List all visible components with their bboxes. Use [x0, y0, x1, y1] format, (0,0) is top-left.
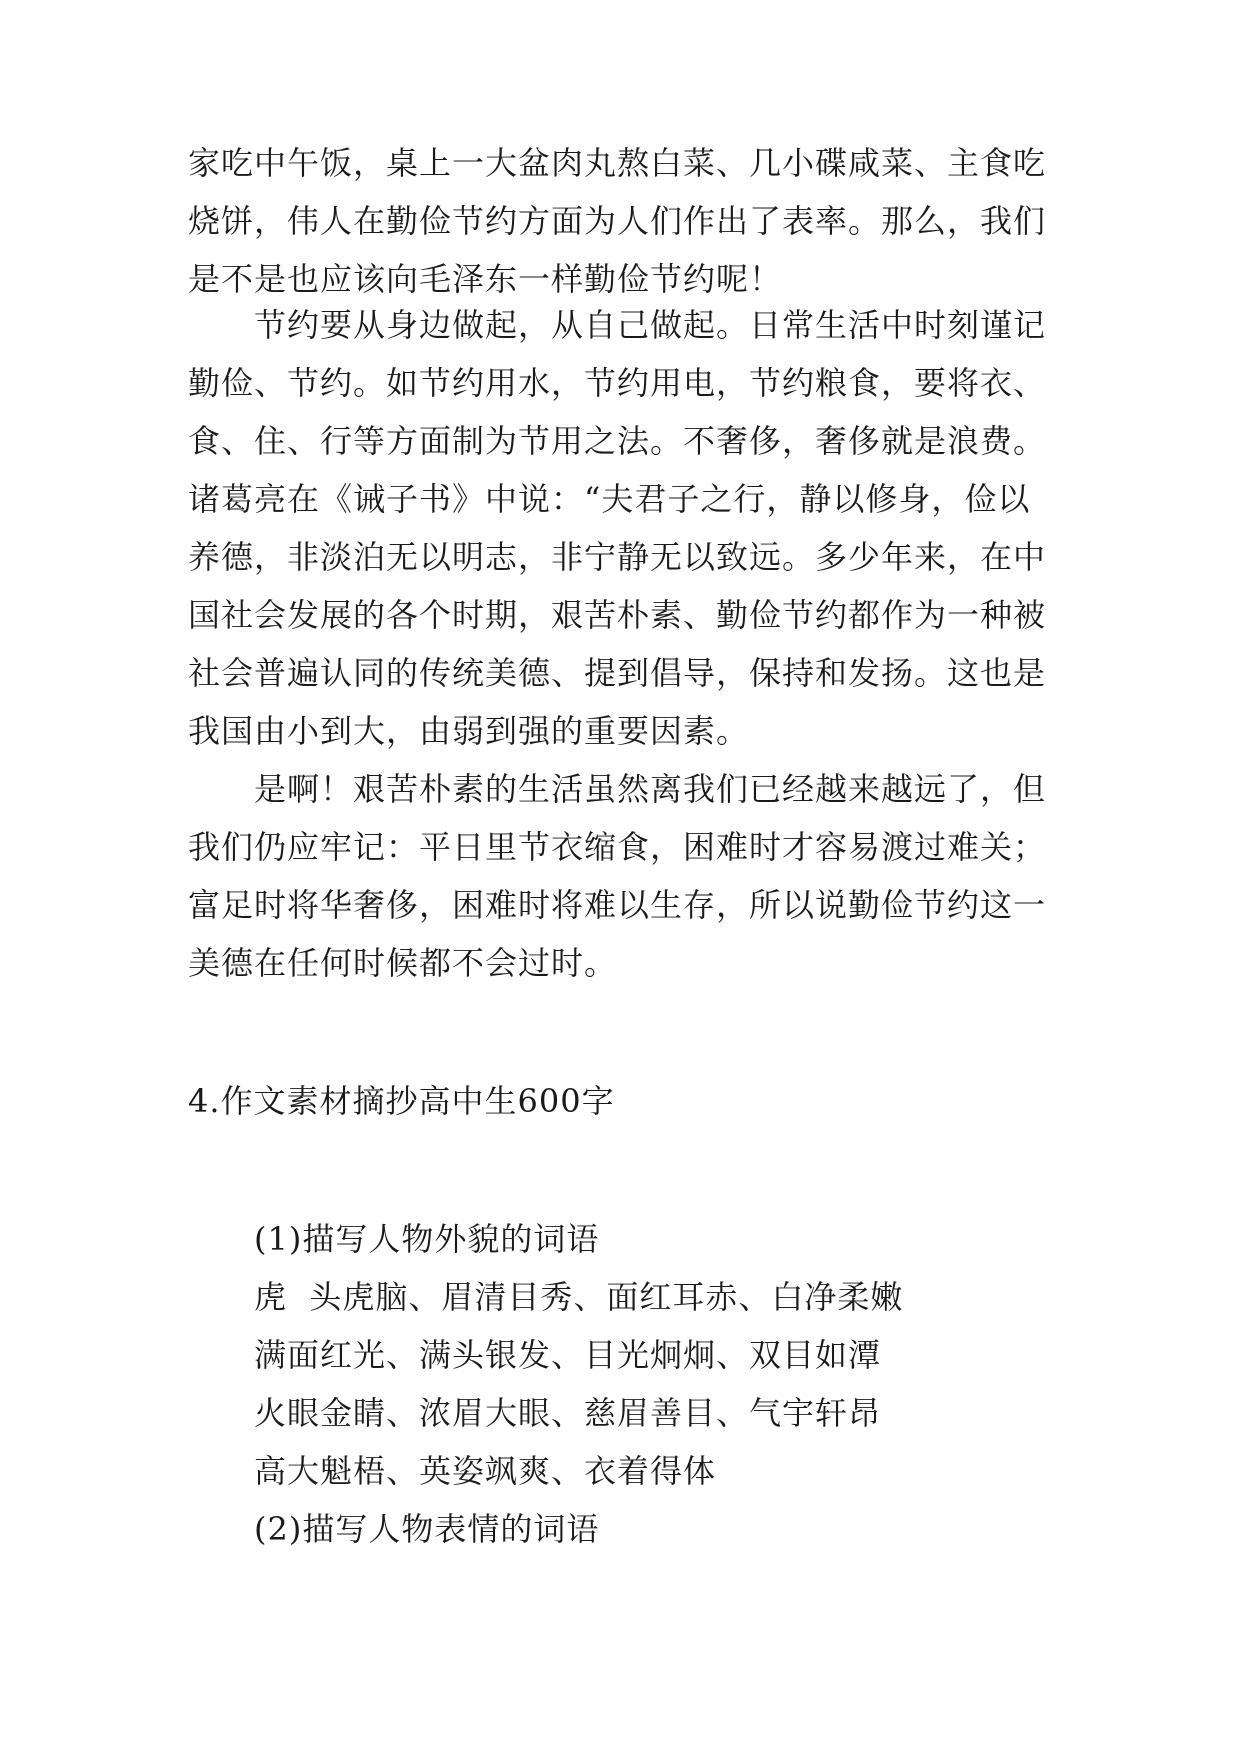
text-line: 烧饼，伟人在勤俭节约方面为人们作出了表率。那么，我们 — [188, 202, 1047, 240]
vocab-line: 虎 头虎脑、眉清目秀、面红耳赤、白净柔嫩 — [254, 1278, 904, 1316]
text-line: 食、住、行等方面制为节用之法。不奢侈，奢侈就是浪费。 — [188, 422, 1047, 460]
text-line: 诸葛亮在《诫子书》中说：“夫君子之行，静以修身，俭以 — [188, 480, 1031, 518]
vocab-line: 火眼金睛、浓眉大眼、慈眉善目、气宇轩昂 — [254, 1394, 882, 1432]
vocab-subheading: (2)描写人物表情的词语 — [254, 1510, 600, 1548]
vocab-subheading: (1)描写人物外貌的词语 — [254, 1220, 600, 1258]
text-line: 是不是也应该向毛泽东一样勤俭节约呢！ — [188, 260, 783, 298]
text-line: 节约要从身边做起，从自己做起。日常生活中时刻谨记 — [254, 306, 1047, 344]
text-line: 我们仍应牢记：平日里节衣缩食，困难时才容易渡过难关； — [188, 828, 1047, 866]
vocab-line: 高大魁梧、英姿飒爽、衣着得体 — [254, 1452, 717, 1490]
text-line: 美德在任何时候都不会过时。 — [188, 944, 618, 982]
vocab-line: 满面红光、满头银发、目光炯炯、双目如潭 — [254, 1336, 882, 1374]
text-line: 国社会发展的各个时期，艰苦朴素、勤俭节约都作为一种被 — [188, 596, 1047, 634]
text-line: 富足时将华奢侈，困难时将难以生存，所以说勤俭节约这一 — [188, 886, 1047, 924]
text-line: 勤俭、节约。如节约用水，节约用电，节约粮食，要将衣、 — [188, 364, 1047, 402]
text-line: 是啊！艰苦朴素的生活虽然离我们已经越来越远了，但 — [254, 770, 1047, 808]
section-title: 4.作文素材摘抄高中生600字 — [188, 1082, 615, 1120]
vocab-list — [254, 1210, 1054, 1558]
section-heading — [188, 1072, 1058, 1130]
paragraph-frugality — [188, 296, 1058, 760]
text-line: 养德，非淡泊无以明志，非宁静无以致远。多少年来，在中 — [188, 538, 1047, 576]
paragraph-continuation — [188, 134, 1058, 308]
text-line: 家吃中午饭，桌上一大盆肉丸熬白菜、几小碟咸菜、主食吃 — [188, 144, 1047, 182]
paragraph-conclusion — [188, 760, 1058, 992]
text-line: 社会普遍认同的传统美德、提到倡导，保持和发扬。这也是 — [188, 654, 1047, 692]
text-line: 我国由小到大，由弱到强的重要因素。 — [188, 712, 750, 750]
